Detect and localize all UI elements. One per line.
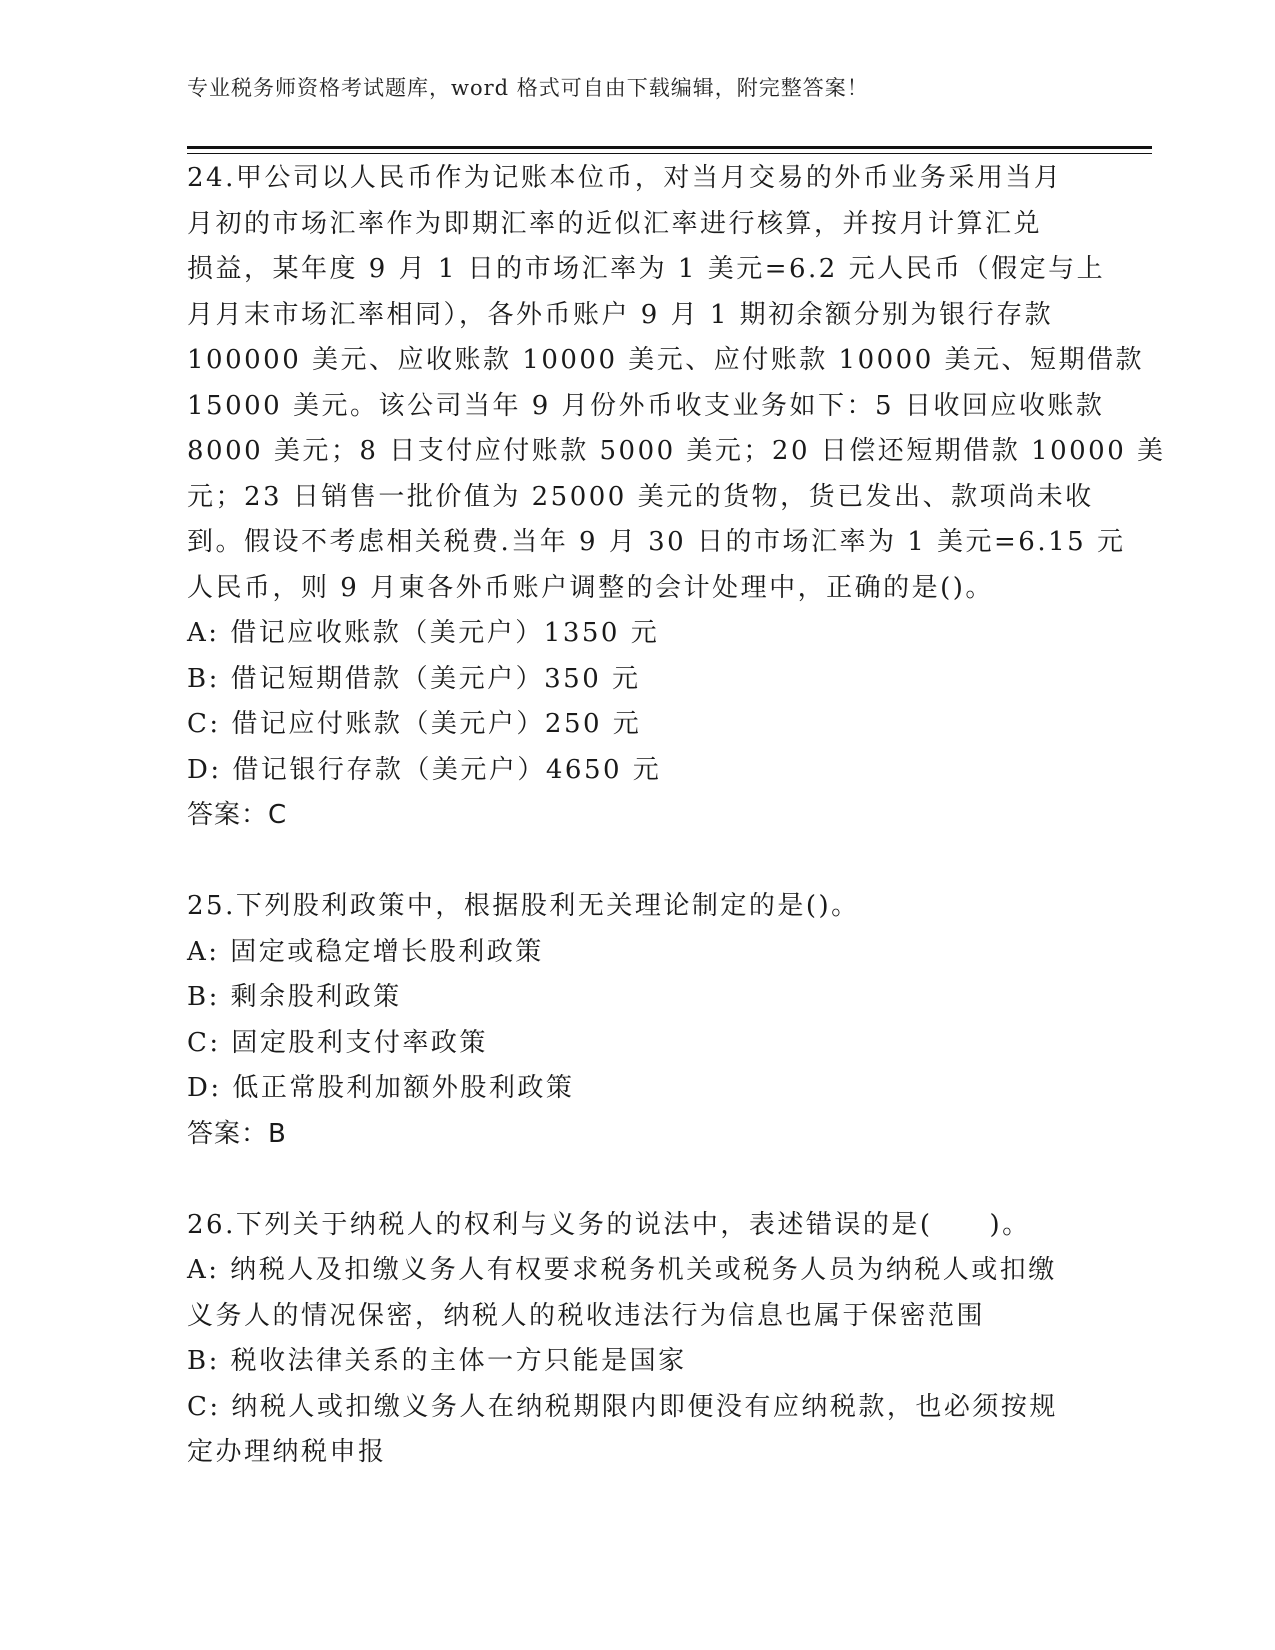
option-a-continued: 义务人的情况保密，纳税人的税收违法行为信息也属于保密范围: [187, 1300, 986, 1331]
header-rule-thick: [187, 146, 1152, 149]
question-26: [187, 1203, 1087, 1476]
answer-label: 答案：B: [187, 1118, 287, 1149]
question-stem-line: 24.甲公司以人民币作为记账本位币，对当月交易的外币业务采用当月: [187, 163, 1063, 193]
option-d: D: 低正常股利加额外股利政策: [187, 1073, 575, 1103]
question-content: [187, 156, 1166, 1476]
page-header: 专业税务师资格考试题库，word 格式可自由下载编辑，附完整答案！: [187, 76, 869, 100]
option-d: D: 借记银行存款（美元户）4650 元: [187, 754, 662, 785]
option-c: C: 借记应付账款（美元户）250 元: [187, 709, 642, 739]
question-stem-line: 8000 美元；8 日支付应付账款 5000 美元；20 日偿还短期借款 10000 美: [187, 436, 1166, 466]
option-c: C: 纳税人或扣缴义务人在纳税期限内即便没有应纳税款，也必须按规: [187, 1391, 1058, 1422]
question-stem-line: 月月末市场汇率相同），各外币账户 9 月 1 期初余额分别为银行存款: [187, 299, 1054, 330]
option-c-continued: 定办理纳税申报: [187, 1437, 387, 1467]
question-stem-line: 元；23 日销售一批价值为 25000 美元的货物，货已发出、款项尚未收: [187, 481, 1094, 512]
question-24: [187, 156, 1166, 839]
option-b: B: 剩余股利政策: [187, 982, 402, 1012]
question-stem-line: 100000 美元、应收账款 10000 美元、应付账款 10000 美元、短期借款: [187, 345, 1144, 375]
question-stem-line: 15000 美元。该公司当年 9 月份外币收支业务如下：5 日收回应收账款: [187, 390, 1105, 421]
option-c: C: 固定股利支付率政策: [187, 1027, 488, 1058]
spacer: [187, 839, 1087, 885]
question-stem-line: 26.下列关于纳税人的权利与义务的说法中，表述错误的是( )。: [187, 1209, 1031, 1240]
option-a: A: 纳税人及扣缴义务人有权要求税务机关或税务人员为纳税人或扣缴: [187, 1255, 1057, 1285]
question-stem-line: 损益，某年度 9 月 1 日的市场汇率为 1 美元=6.2 元人民币（假定与上: [187, 254, 1106, 284]
question-stem-line: 月初的市场汇率作为即期汇率的近似汇率进行核算，并按月计算汇兑: [187, 208, 1043, 239]
question-25: [187, 884, 1087, 1157]
question-stem-line: 到。假设不考虑相关税费.当年 9 月 30 日的市场汇率为 1 美元=6.15 元: [187, 527, 1126, 557]
option-b: B: 税收法律关系的主体一方只能是国家: [187, 1346, 687, 1376]
question-stem-line: 人民币，则 9 月東各外币账户调整的会计处理中，正确的是()。: [187, 572, 994, 603]
option-a: A: 固定或稳定增长股利政策: [187, 936, 544, 967]
header-rule-thin: [187, 153, 1152, 154]
question-stem-line: 25.下列股利政策中，根据股利无关理论制定的是()。: [187, 891, 860, 921]
option-b: B: 借记短期借款（美元户）350 元: [187, 663, 641, 694]
option-a: A: 借记应收账款（美元户）1350 元: [187, 618, 660, 648]
spacer: [187, 1157, 1087, 1203]
answer-label: 答案：C: [187, 800, 288, 830]
